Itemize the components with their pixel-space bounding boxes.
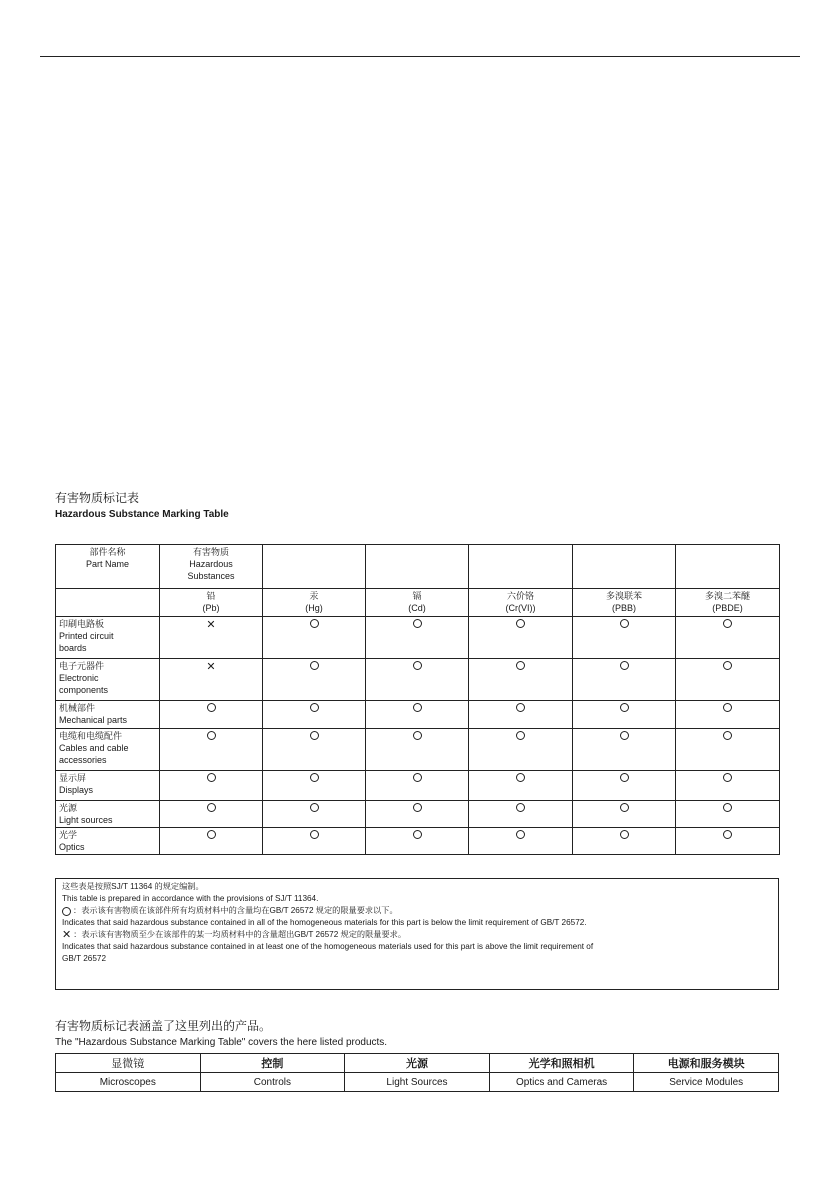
substance-mark-cell bbox=[676, 828, 780, 855]
circle-icon bbox=[413, 830, 422, 839]
substance-mark-cell bbox=[573, 701, 676, 729]
circle-icon bbox=[207, 731, 216, 740]
substance-mark-cell bbox=[366, 828, 469, 855]
substance-mark-cell bbox=[263, 617, 366, 659]
circle-icon bbox=[516, 703, 525, 712]
substance-mark-cell bbox=[573, 828, 676, 855]
circle-icon bbox=[516, 803, 525, 812]
header-empty-cell bbox=[676, 545, 780, 589]
table-row bbox=[56, 701, 780, 729]
substance-mark-cell bbox=[263, 801, 366, 828]
substance-mark-cell bbox=[573, 729, 676, 771]
substance-mark-cell bbox=[263, 828, 366, 855]
substance-mark-cell bbox=[469, 701, 573, 729]
product-cn: 光学和照相机 bbox=[489, 1054, 634, 1073]
circle-icon bbox=[310, 703, 319, 712]
substance-header-pbb: 多溴联苯 (PBB) bbox=[573, 589, 676, 617]
circle-icon bbox=[516, 731, 525, 740]
table-row bbox=[56, 771, 780, 801]
header-empty-cell bbox=[263, 545, 366, 589]
cross-icon: ✕ bbox=[206, 619, 216, 631]
substance-mark-cell bbox=[676, 659, 780, 701]
products-table bbox=[55, 1053, 779, 1092]
hazardous-substances-header: 有害物质 Hazardous Substances bbox=[160, 545, 263, 589]
circle-icon bbox=[310, 773, 319, 782]
substance-mark-cell bbox=[160, 828, 263, 855]
substance-mark-cell bbox=[676, 771, 780, 801]
substance-mark-cell bbox=[573, 659, 676, 701]
substance-mark-cell bbox=[366, 659, 469, 701]
section-heading-cn: 有害物质标记表 bbox=[55, 491, 140, 505]
note-cross-en: Indicates that said hazardous substance contained in at least one of the homogeneous materials used for this part is above the limit requirement of GB/T 26572 bbox=[62, 942, 594, 963]
substance-mark-cell bbox=[263, 729, 366, 771]
cross-icon: ✕ bbox=[206, 661, 216, 673]
header-row-main bbox=[56, 545, 780, 589]
product-cn: 显微镜 bbox=[56, 1054, 201, 1073]
circle-icon bbox=[413, 619, 422, 628]
product-cn: 控制 bbox=[200, 1054, 345, 1073]
section-heading-en: Hazardous Substance Marking Table bbox=[55, 509, 229, 520]
circle-icon bbox=[723, 661, 732, 670]
circle-icon bbox=[723, 803, 732, 812]
products-heading-cn: 有害物质标记表涵盖了这里列出的产品。 bbox=[55, 1019, 272, 1033]
substance-header-pb: 铅 (Pb) bbox=[160, 589, 263, 617]
circle-icon bbox=[620, 731, 629, 740]
circle-icon bbox=[516, 661, 525, 670]
substance-mark-cell bbox=[469, 801, 573, 828]
substance-mark-cell bbox=[676, 701, 780, 729]
circle-icon bbox=[516, 619, 525, 628]
part-name-cell: 电缆和电缆配件 Cables and cable accessories bbox=[56, 729, 160, 771]
circle-icon bbox=[723, 773, 732, 782]
table-row bbox=[56, 617, 780, 659]
products-heading-en: The "Hazardous Substance Marking Table" covers the here listed products. bbox=[55, 1037, 388, 1048]
circle-icon bbox=[310, 731, 319, 740]
notes-box bbox=[55, 878, 779, 990]
substance-mark-cell bbox=[263, 659, 366, 701]
header-empty-cell bbox=[366, 545, 469, 589]
substance-mark-cell bbox=[366, 729, 469, 771]
part-name-header: 部件名称 Part Name bbox=[56, 545, 160, 589]
products-row-en bbox=[56, 1073, 779, 1092]
circle-icon bbox=[207, 830, 216, 839]
part-name-cell: 显示屏 Displays bbox=[56, 771, 160, 801]
circle-icon bbox=[620, 773, 629, 782]
circle-icon bbox=[723, 703, 732, 712]
note-cross-cn: ✕ ：表示该有害物质至少在该部件的某一均质材料中的含量超出GB/T 26572 规定的限量要求。 bbox=[62, 929, 407, 941]
circle-icon bbox=[413, 731, 422, 740]
substance-mark-cell bbox=[676, 801, 780, 828]
product-cn: 光源 bbox=[345, 1054, 490, 1073]
substance-mark-cell bbox=[366, 701, 469, 729]
substance-mark-cell bbox=[469, 617, 573, 659]
circle-icon bbox=[413, 661, 422, 670]
part-name-cell: 机械部件 Mechanical parts bbox=[56, 701, 160, 729]
circle-icon bbox=[62, 907, 71, 916]
substance-mark-cell bbox=[263, 771, 366, 801]
products-row-cn bbox=[56, 1054, 779, 1073]
product-en: Microscopes bbox=[56, 1073, 201, 1092]
note-circle-en: Indicates that said hazardous substance contained in all of the homogeneous materials for this part is below the limit requirement of GB/T 26572. bbox=[62, 918, 587, 927]
substance-mark-cell bbox=[263, 701, 366, 729]
substance-mark-cell bbox=[366, 771, 469, 801]
part-name-cell: 电子元器件 Electronic components bbox=[56, 659, 160, 701]
circle-icon bbox=[413, 703, 422, 712]
substance-mark-cell bbox=[366, 617, 469, 659]
part-name-cell: 印刷电路板 Printed circuit boards bbox=[56, 617, 160, 659]
cross-icon: ✕ bbox=[62, 929, 72, 941]
product-en: Controls bbox=[200, 1073, 345, 1092]
circle-icon bbox=[413, 773, 422, 782]
circle-icon bbox=[207, 703, 216, 712]
note-standard-en: This table is prepared in accordance with the provisions of SJ/T 11364. bbox=[62, 894, 319, 903]
note-circle-cn: ：表示该有害物质在该部件所有均质材料中的含量均在GB/T 26572 规定的限量要求以下。 bbox=[62, 905, 772, 917]
substance-mark-cell bbox=[573, 617, 676, 659]
header-row-substances bbox=[56, 589, 780, 617]
circle-icon bbox=[310, 830, 319, 839]
substance-header-empty bbox=[56, 589, 160, 617]
substance-mark-cell bbox=[469, 659, 573, 701]
substance-mark-cell bbox=[469, 729, 573, 771]
circle-icon bbox=[310, 661, 319, 670]
part-name-cell: 光源 Light sources bbox=[56, 801, 160, 828]
circle-icon bbox=[723, 619, 732, 628]
header-empty-cell bbox=[573, 545, 676, 589]
table-row bbox=[56, 828, 780, 855]
substance-header-hg: 汞 (Hg) bbox=[263, 589, 366, 617]
circle-icon bbox=[723, 830, 732, 839]
table-row bbox=[56, 729, 780, 771]
product-en: Optics and Cameras bbox=[489, 1073, 634, 1092]
substance-mark-cell bbox=[573, 801, 676, 828]
substance-header-pbde: 多溴二苯醚 (PBDE) bbox=[676, 589, 780, 617]
product-en: Light Sources bbox=[345, 1073, 490, 1092]
note-standard-cn: 这些表是按照SJ/T 11364 的规定编制。 bbox=[62, 882, 204, 891]
circle-icon bbox=[620, 661, 629, 670]
circle-icon bbox=[413, 803, 422, 812]
circle-icon bbox=[620, 703, 629, 712]
circle-icon bbox=[620, 619, 629, 628]
substance-mark-cell bbox=[676, 729, 780, 771]
substance-mark-cell bbox=[469, 828, 573, 855]
table-row bbox=[56, 659, 780, 701]
substance-header-cr6: 六价铬 (Cr(VI)) bbox=[469, 589, 573, 617]
part-name-cell: 光学 Optics bbox=[56, 828, 160, 855]
circle-icon bbox=[207, 803, 216, 812]
hazard-marking-table bbox=[55, 544, 780, 855]
substance-mark-cell bbox=[160, 771, 263, 801]
header-rule bbox=[40, 56, 800, 57]
circle-icon bbox=[723, 731, 732, 740]
substance-mark-cell bbox=[160, 617, 263, 659]
product-en: Service Modules bbox=[634, 1073, 779, 1092]
circle-icon bbox=[310, 619, 319, 628]
substance-mark-cell bbox=[676, 617, 780, 659]
substance-mark-cell bbox=[366, 801, 469, 828]
circle-icon bbox=[207, 773, 216, 782]
circle-icon bbox=[516, 830, 525, 839]
circle-icon bbox=[620, 803, 629, 812]
substance-header-cd: 镉 (Cd) bbox=[366, 589, 469, 617]
substance-mark-cell bbox=[573, 771, 676, 801]
substance-mark-cell bbox=[160, 729, 263, 771]
circle-icon bbox=[620, 830, 629, 839]
circle-icon bbox=[310, 803, 319, 812]
table-row bbox=[56, 801, 780, 828]
product-cn: 电源和服务模块 bbox=[634, 1054, 779, 1073]
circle-icon bbox=[516, 773, 525, 782]
substance-mark-cell bbox=[160, 701, 263, 729]
substance-mark-cell bbox=[160, 659, 263, 701]
header-empty-cell bbox=[469, 545, 573, 589]
substance-mark-cell bbox=[469, 771, 573, 801]
substance-mark-cell bbox=[160, 801, 263, 828]
